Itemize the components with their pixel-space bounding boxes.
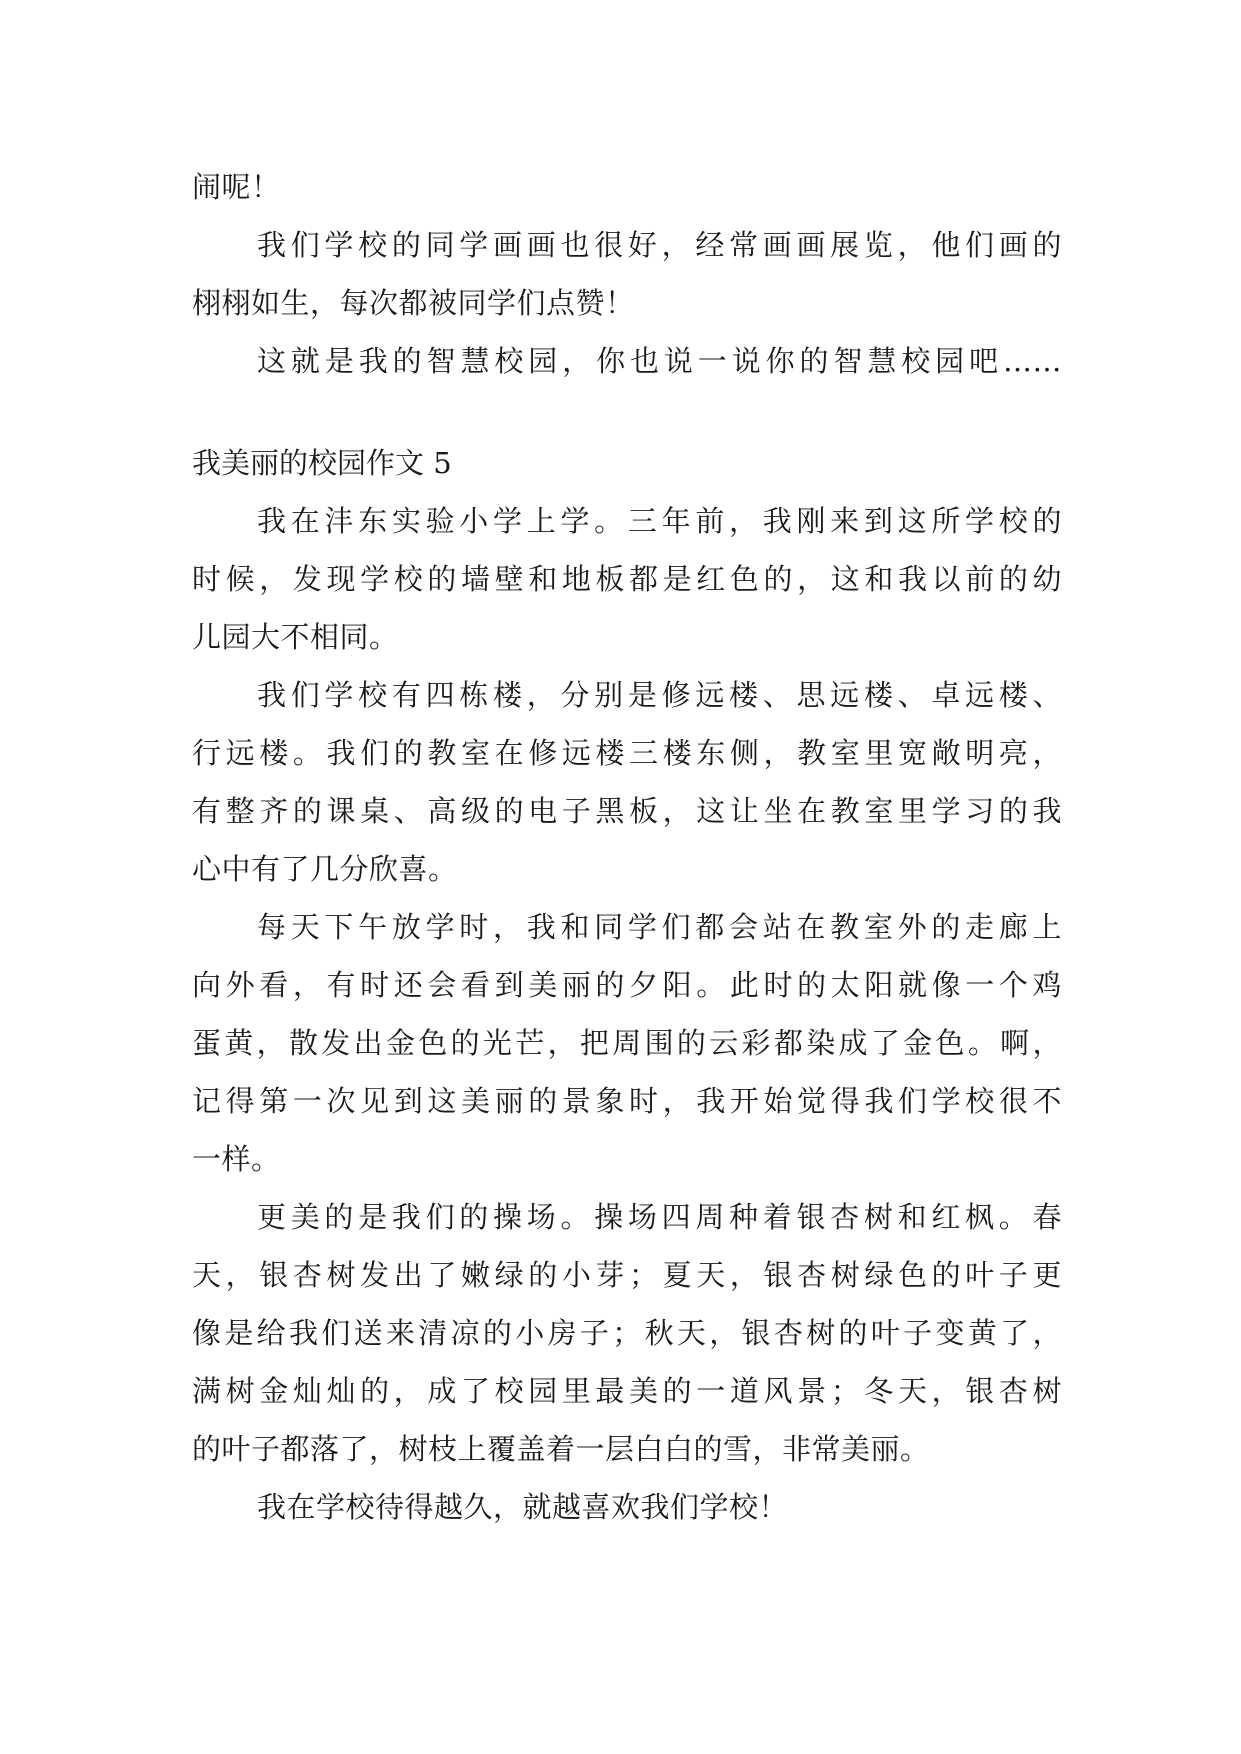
paragraph-line: 这就是我的智慧校园，你也说一说你的智慧校园吧…… [257,344,1062,378]
paragraph-line: 闹呢！ [192,170,281,204]
paragraph-line: 时候，发现学校的墙壁和地板都是红色的，这和我以前的幼 [192,562,1062,596]
paragraph-line: 我们学校有四栋楼，分别是修远楼、思远楼、卓远楼、 [257,678,1062,712]
paragraph-line: 儿园大不相同。 [192,620,399,654]
paragraph-line: 记得第一次见到这美丽的景象时，我开始觉得我们学校很不 [192,1084,1062,1118]
paragraph-line: 我在沣东实验小学上学。三年前，我刚来到这所学校的 [257,504,1062,538]
paragraph-line: 满树金灿灿的，成了校园里最美的一道风景；冬天，银杏树 [192,1374,1062,1408]
paragraph-line: 栩栩如生，每次都被同学们点赞！ [192,286,635,320]
paragraph-line: 每天下午放学时，我和同学们都会站在教室外的走廊上 [257,910,1062,944]
paragraph-line: 天，银杏树发出了嫩绿的小芽；夏天，银杏树绿色的叶子更 [192,1258,1062,1292]
paragraph-line: 蛋黄，散发出金色的光芒，把周围的云彩都染成了金色。啊， [192,1026,1062,1060]
document-body [192,158,1062,1536]
paragraph-line: 我们学校的同学画画也很好，经常画画展览，他们画的 [257,228,1062,262]
paragraph-line: 像是给我们送来清凉的小房子；秋天，银杏树的叶子变黄了， [192,1316,1062,1350]
paragraph-line: 我在学校待得越久，就越喜欢我们学校！ [257,1490,789,1524]
essay-title: 我美丽的校园作文 5 [192,446,452,480]
paragraph-line: 行远楼。我们的教室在修远楼三楼东侧，教室里宽敞明亮， [192,736,1062,770]
paragraph-line: 有整齐的课桌、高级的电子黑板，这让坐在教室里学习的我 [192,794,1062,828]
paragraph-line: 更美的是我们的操场。操场四周种着银杏树和红枫。春 [257,1200,1062,1234]
paragraph-line: 向外看，有时还会看到美丽的夕阳。此时的太阳就像一个鸡 [192,968,1062,1002]
paragraph-line: 一样。 [192,1142,281,1176]
paragraph-line: 心中有了几分欣喜。 [192,852,458,886]
paragraph-line: 的叶子都落了，树枝上覆盖着一层白白的雪，非常美丽。 [192,1432,930,1466]
